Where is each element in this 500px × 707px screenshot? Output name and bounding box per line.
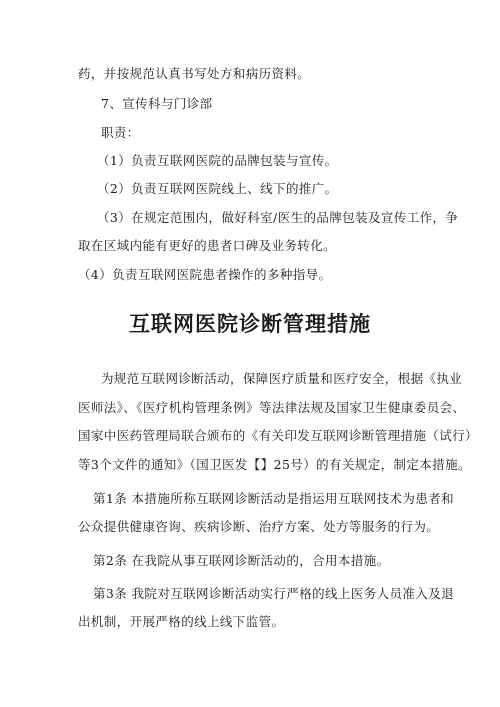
intro-paragraph-line: 医师法》、《医疗机构管理条例》等法律法规及国家卫生健康委员会、 bbox=[78, 400, 466, 415]
duty-item: （3）在规定范围内，做好科室/医生的品牌包装及宣传工作，争 bbox=[97, 210, 459, 225]
duty-item: （1）负责互联网医院的品牌包装与宣传。 bbox=[97, 153, 338, 168]
duty-item: （4）负责互联网医院患者操作的多种指导。 bbox=[78, 267, 332, 282]
article-line: 出机制，开展严格的线上线下监管。 bbox=[78, 614, 285, 629]
intro-paragraph-line: 为规范互联网诊断活动，保障医疗质量和医疗安全，根据《执业 bbox=[101, 371, 463, 386]
article-line: 公众提供健康咨询、疾病诊断、治疗方案、处方等服务的行为。 bbox=[78, 519, 440, 534]
article-line: 第3条 我院对互联网诊断活动实行严格的线上医务人员准入及退 bbox=[93, 586, 455, 601]
continuation-text: 药，并按规范认真书写处方和病历资料。 bbox=[78, 66, 311, 81]
article-line: 第2条 在我院从事互联网诊断活动的，合用本措施。 bbox=[93, 553, 390, 568]
duties-label: 职责： bbox=[101, 125, 140, 140]
document-title: 互联网医院诊断管理措施 bbox=[129, 312, 371, 336]
department-heading: 7、宣传科与门诊部 bbox=[101, 96, 213, 111]
duty-item-continuation: 取在区域内能有更好的患者口碑及业务转化。 bbox=[78, 238, 337, 253]
article-line: 第1条 本措施所称互联网诊断活动是指运用互联网技术为患者和 bbox=[93, 491, 455, 506]
intro-paragraph-line: 等3个文件的通知》（国卫医发【】25号）的有关规定，制定本措施。 bbox=[78, 457, 471, 472]
intro-paragraph-line: 国家中医药管理局联合颁布的《有关印发互联网诊断管理措施（试行） bbox=[78, 428, 478, 443]
duty-item: （2）负责互联网医院线上、线下的推广。 bbox=[97, 181, 338, 196]
